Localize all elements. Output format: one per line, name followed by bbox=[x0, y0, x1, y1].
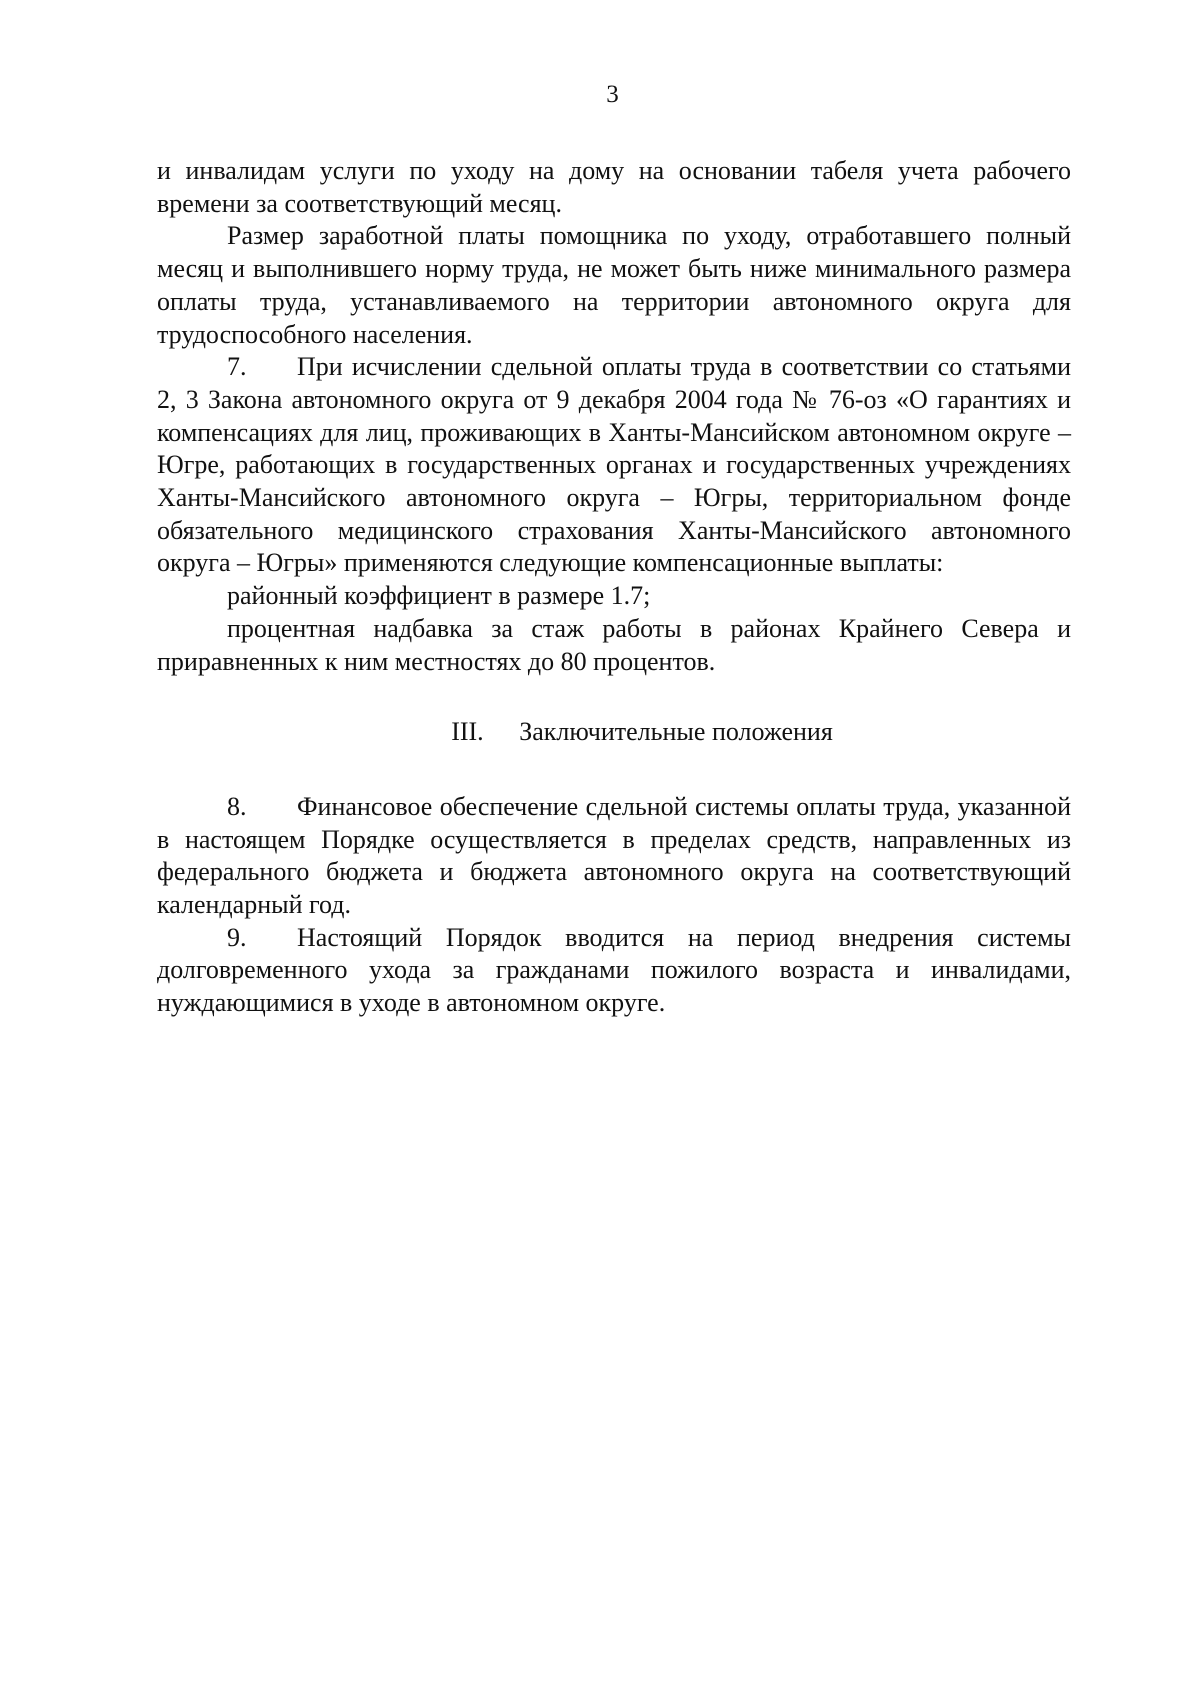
section-number: III. bbox=[451, 717, 484, 747]
paragraph-percentage-bonus bbox=[157, 613, 1071, 678]
paragraph-text: и инвалидам услуги по уходу на дому на основании табеля учета рабочего времени за соответствующий месяц. bbox=[157, 156, 1071, 218]
paragraph-text: При исчислении сдельной оплаты труда в соответствии со статьями 2, 3 Закона автономного округа от 9 декабря 2004 года № 76-оз «О гарантиях и компенсациях для лиц, проживающих в Ханты-Мансийском автономном округе – Югре, работающих в государственных органах и государственных учреждениях Ханты-Мансийского автономного округа – Югры, территориальном фонде обязательного медицинского страхования Ханты-Мансийского автономного округа – Югры» применяются следующие компенсационные выплаты: bbox=[157, 352, 1071, 578]
section-title: Заключительные положения bbox=[519, 717, 833, 747]
paragraph-continuation bbox=[157, 155, 1071, 220]
paragraph-text: Размер заработной платы помощника по уходу, отработавшего полный месяц и выполнившего норму труда, не может быть ниже минимального размера оплаты труда, устанавливаемого на территории автономного округа для трудоспособного населения. bbox=[157, 221, 1071, 349]
section-heading bbox=[157, 716, 1071, 749]
document-body bbox=[157, 155, 1071, 1020]
paragraph-number: 7. bbox=[227, 352, 247, 382]
paragraph-text: Настоящий Порядок вводится на период внедрения системы долговременного ухода за гражданами пожилого возраста и инвалидами, нуждающимися в уходе в автономном округе. bbox=[157, 922, 1071, 1018]
paragraph-salary-size bbox=[157, 220, 1071, 351]
paragraph-item-9 bbox=[157, 922, 1071, 1020]
paragraph-item-8 bbox=[157, 791, 1071, 922]
paragraph-text: процентная надбавка за стаж работы в районах Крайнего Севера и приравненных к ним местностях до 80 процентов. bbox=[157, 613, 1071, 676]
paragraph-text: районный коэффициент в размере 1.7; bbox=[227, 581, 651, 611]
paragraph-text: Финансовое обеспечение сдельной системы оплаты труда, указанной в настоящем Порядке осуществляется в пределах средств, направленных из федерального бюджета и бюджета автономного округа на соответствующий календарный год. bbox=[157, 791, 1071, 920]
paragraph-number: 8. bbox=[227, 791, 247, 821]
paragraph-regional-coefficient bbox=[157, 580, 1071, 613]
paragraph-item-7 bbox=[157, 351, 1071, 580]
paragraph-number: 9. bbox=[227, 922, 247, 952]
page-number: 3 bbox=[606, 81, 619, 108]
